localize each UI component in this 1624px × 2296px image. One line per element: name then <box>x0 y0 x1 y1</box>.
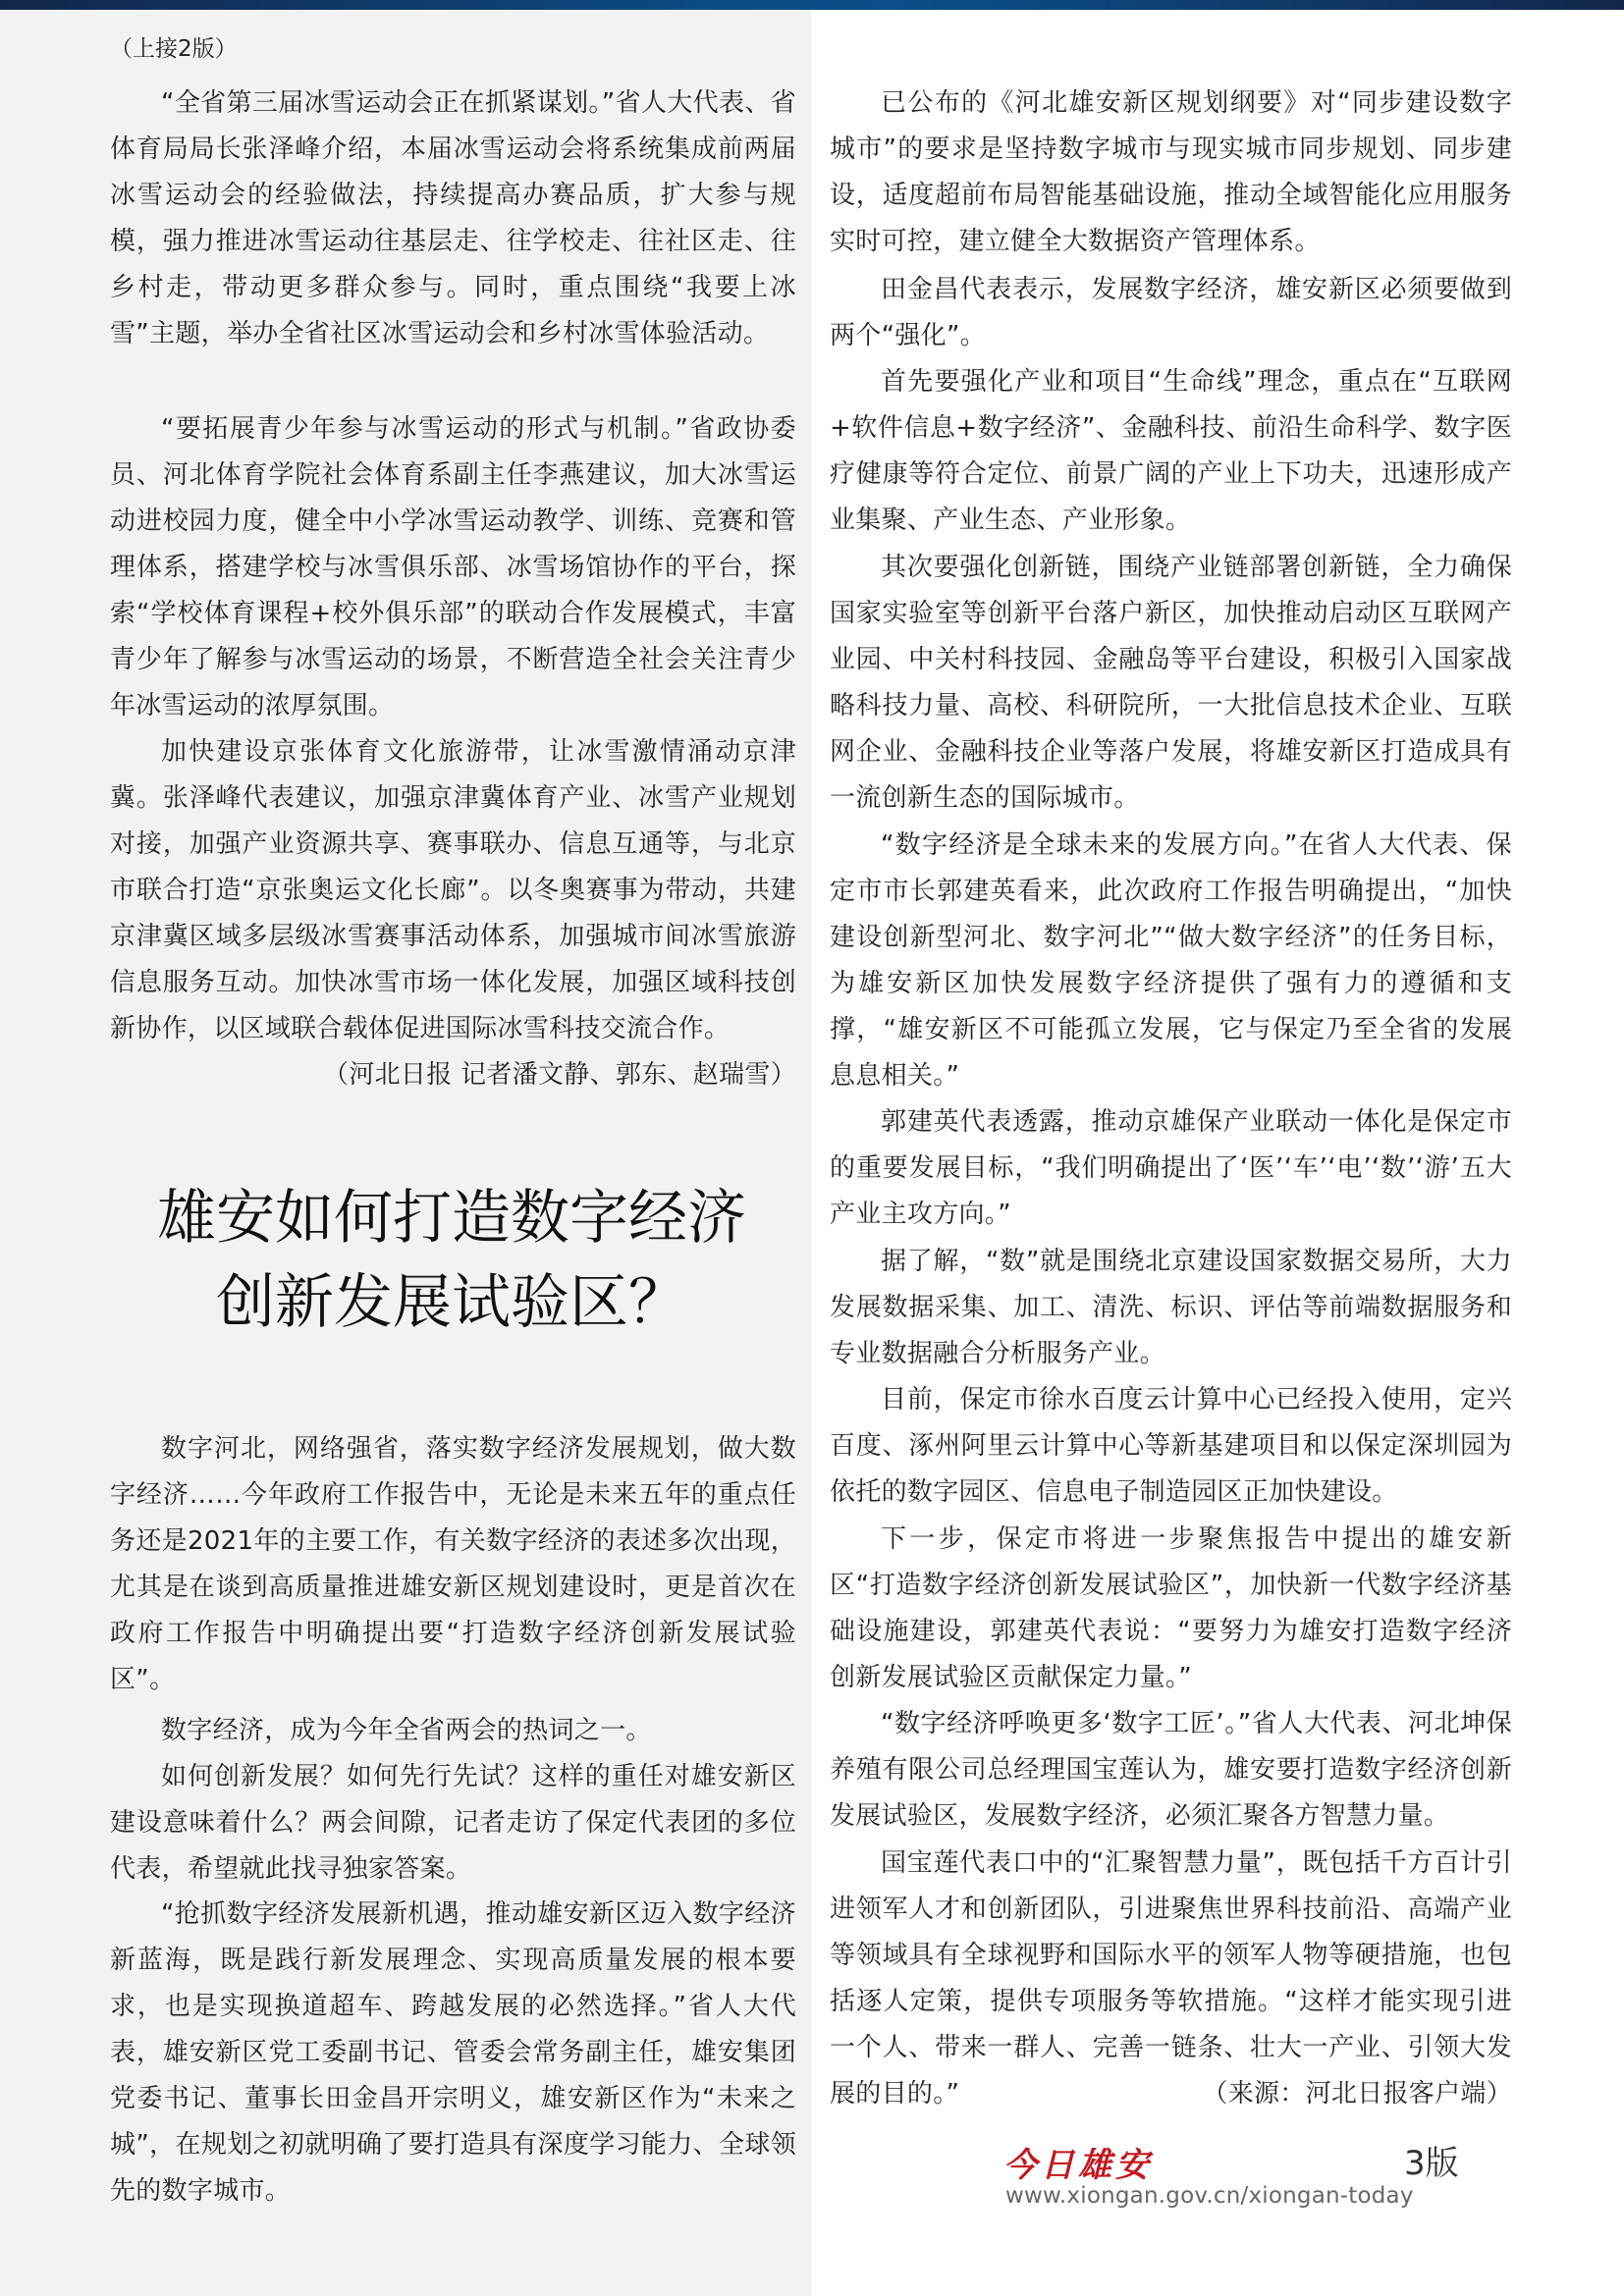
paragraph: 首先要强化产业和项目“生命线”理念，重点在“互联网+软件信息+数字经济”、金融科技、前沿生命科学、数字医疗健康等符合定位、前景广阔的产业上下功夫，迅速形成产业集聚、产业生态、产业形象。 <box>830 367 1512 535</box>
paragraph-text: 加快建设京张体育文化旅游带，让冰雪激情涌动京津冀。张泽峰代表建议，加强京津冀体育产业、冰雪产业规划对接，加强产业资源共享、赛事联办、信息互通等，与北京市联合打造“京张奥运文化长廊”。以冬奥赛事为带动，共建京津冀区域多层级冰雪赛事活动体系，加强城市间冰雪旅游信息服务互动。加快冰雪市场一体化发展，加强区域科技创新协作，以区域联合载体促进国际冰雪科技交流合作。 <box>110 737 796 1043</box>
paragraph: 田金昌代表表示，发展数字经济，雄安新区必须要做到两个“强化”。 <box>830 275 1512 350</box>
paragraph: 已公布的《河北雄安新区规划纲要》对“同步建设数字城市”的要求是坚持数字城市与现实城市同步规划、同步建设，适度超前布局智能基础设施，推动全域智能化应用服务实时可控，建立健全大数据资产管理体系。 <box>830 88 1512 256</box>
paragraph: 如何创新发展？如何先行先试？这样的重任对雄安新区建设意味着什么？两会间隙，记者走访了保定代表团的多位代表，希望就此找寻独家答案。 <box>110 1762 796 1884</box>
page-edition-number: 3版 <box>1404 2144 1459 2183</box>
paragraph <box>830 1841 1512 2117</box>
byline: （河北日报 记者潘文静、郭东、赵瑞雪） <box>323 1060 796 1090</box>
paragraph: 其次要强化创新链，围绕产业链部署创新链，全力确保国家实验室等创新平台落户新区，加快推动启动区互联网产业园、中关村科技园、金融岛等平台建设，积极引入国家战略科技力量、高校、科研院所，一大批信息技术企业、互联网企业、金融科技企业等落户发展，将雄安新区打造成具有一流创新生态的国际城市。 <box>830 553 1512 813</box>
paragraph: “要拓展青少年参与冰雪运动的形式与机制。”省政协委员、河北体育学院社会体育系副主任李燕建议，加大冰雪运动进校园力度，健全中小学冰雪运动教学、训练、竞赛和管理体系，搭建学校与冰雪俱乐部、冰雪场馆协作的平台，探索“学校体育课程+校外俱乐部”的联动合作发展模式，丰富青少年了解参与冰雪运动的场景，不断营造全社会关注青少年冰雪运动的浓厚氛围。 <box>110 414 796 721</box>
paragraph: 目前，保定市徐水百度云计算中心已经投入使用，定兴百度、涿州阿里云计算中心等新基建项目和以保定深圳园为依托的数字园区、信息电子制造园区正加快建设。 <box>830 1385 1512 1507</box>
continued-from-note: （上接2版） <box>110 36 238 62</box>
source-credit: （来源：河北日报客户端） <box>1202 2079 1512 2109</box>
paragraph: 下一步，保定市将进一步聚焦报告中提出的雄安新区“打造数字经济创新发展试验区”，加快新一代数字经济基础设施建设，郭建英代表说：“要努力为雄安打造数字经济创新发展试验区贡献保定力量。” <box>830 1524 1512 1692</box>
paragraph: “全省第三届冰雪运动会正在抓紧谋划。”省人大代表、省体育局局长张泽峰介绍，本届冰雪运动会将系统集成前两届冰雪运动会的经验做法，持续提高办赛品质，扩大参与规模，强力推进冰雪运动往基层走、往学校走、往社区走、往乡村走，带动更多群众参与。同时，重点围绕“我要上冰雪”主题，举办全省社区冰雪运动会和乡村冰雪体验活动。 <box>110 88 796 348</box>
paragraph: “抢抓数字经济发展新机遇，推动雄安新区迈入数字经济新蓝海，既是践行新发展理念、实现高质量发展的根本要求，也是实现换道超车、跨越发展的必然选择。”省人大代表，雄安新区党工委副书记、管委会常务副主任，雄安集团党委书记、董事长田金昌开宗明义，雄安新区作为“未来之城”，在规划之初就明确了要打造具有深度学习能力、全球领先的数字城市。 <box>110 1899 796 2206</box>
paragraph: 数字经济，成为今年全省两会的热词之一。 <box>161 1716 652 1745</box>
newspaper-logo: 今日雄安 <box>1003 2146 1153 2185</box>
paragraph: 数字河北，网络强省，落实数字经济发展规划，做大数字经济……今年政府工作报告中，无论是未来五年的重点任务还是2021年的主要工作，有关数字经济的表述多次出现，尤其是在谈到高质量推进雄安新区规划建设时，更是首次在政府工作报告中明确提出要“打造数字经济创新发展试验区”。 <box>110 1434 796 1694</box>
paragraph <box>110 729 796 1098</box>
paragraph: 郭建英代表透露，推动京雄保产业联动一体化是保定市的重要发展目标，“我们明确提出了‘医’‘车’‘电’‘数’‘游’五大产业主攻方向。” <box>830 1107 1512 1229</box>
website-url[interactable]: www.xiongan.gov.cn/xiongan-today <box>1005 2183 1414 2209</box>
article-headline <box>98 1176 805 1345</box>
paragraph: “数字经济呼唤更多‘数字工匠’。”省人大代表、河北坤保养殖有限公司总经理国宝莲认为，雄安要打造数字经济创新发展试验区，发展数字经济，必须汇聚各方智慧力量。 <box>830 1709 1512 1831</box>
headline-line-2: 创新发展试验区？ <box>216 1268 687 1337</box>
top-accent-bar <box>0 0 1624 10</box>
paragraph-text: 国宝莲代表口中的“汇聚智慧力量”，既包括千方百计引进领军人才和创新团队，引进聚焦世界科技前沿、高端产业等领域具有全球视野和国际水平的领军人物等硬措施，也包括逐人定策，提供专项服务等软措施。“这样才能实现引进一个人、带来一群人、完善一链条、壮大一产业、引领大发展的目的。” <box>830 1848 1512 2109</box>
paragraph: “数字经济是全球未来的发展方向。”在省人大代表、保定市市长郭建英看来，此次政府工作报告明确提出，“加快建设创新型河北、数字河北”“做大数字经济”的任务目标，为雄安新区加快发展数字经济提供了强有力的遵循和支撑，“雄安新区不可能孤立发展，它与保定乃至全省的发展息息相关。” <box>830 830 1512 1091</box>
headline-line-1: 雄安如何打造数字经济 <box>157 1184 746 1253</box>
paragraph: 据了解，“数”就是围绕北京建设国家数据交易所，大力发展数据采集、加工、清洗、标识、评估等前端数据服务和专业数据融合分析服务产业。 <box>830 1247 1512 1368</box>
